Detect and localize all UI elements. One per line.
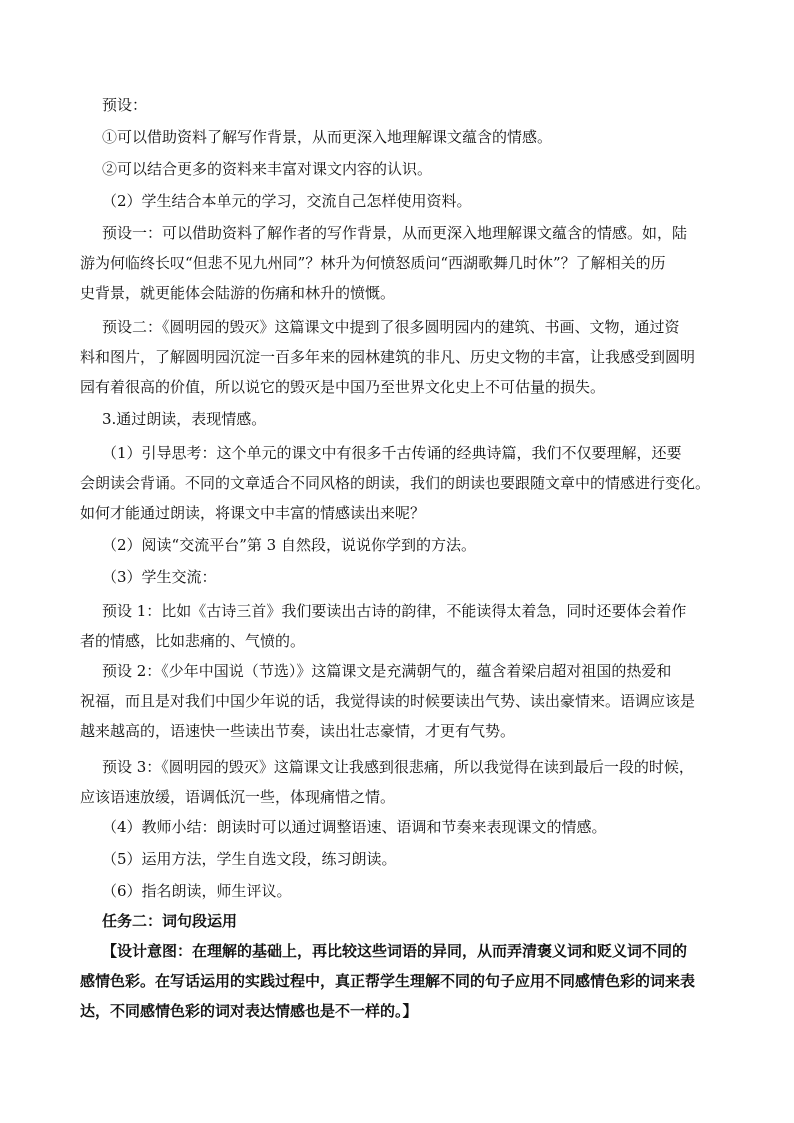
- design-intent-note: 【设计意图：在理解的基础上，再比较这些词语的异同，从而弄清褒义词和贬义词不同的 感情色彩。在写话运用的实践过程中，真正帮学生理解不同的句子应用不同感情色彩的词来表 达，不同感情色彩的词对表达情感也是不一样的。】: [80, 942, 696, 1020]
- paragraph-named-reading: （6）指名朗读，师生评议。: [102, 882, 292, 900]
- paragraph-preset-2: 预设 2：《少年中国说（节选）》这篇课文是充满朝气的，蕴含着梁启超对祖国的热爱和 祝福，而且是对我们中国少年说的话，我觉得读的时候要读出气势、读出豪情来。语调应该是 越来越高的，语速快一些读出节奏，读出壮志豪情，才更有气势。: [80, 662, 696, 740]
- paragraph-preset-1: 预设 1：比如《古诗三首》我们要读出古诗的韵律，不能读得太着急，同时还要体会着作 者的情感，比如悲痛的、气愤的。: [80, 602, 687, 650]
- paragraph-step-2: （2）学生结合本单元的学习，交流自己怎样使用资料。: [102, 192, 472, 210]
- paragraph-apply-method: （5）运用方法，学生自选文段，练习朗读。: [102, 850, 397, 868]
- paragraph-read-platform: （2）阅读“交流平台”第 3 自然段，说说你学到的方法。: [102, 536, 476, 554]
- paragraph-preset-one: 预设一：可以借助资料了解作者的写作背景，从而更深入地理解课文蕴含的情感。如，陆 游为何临终长叹“但悲不见九州同”？林升为何愤怒质问“西湖歌舞几时休”？了解相关的历 史背景，就更能体会陆游的伤痛和林升的愤慨。: [80, 224, 688, 302]
- paragraph-section-3: 3.通过朗读，表现情感。: [102, 410, 267, 428]
- paragraph-teacher-summary: （4）教师小结：朗读时可以通过调整语速、语调和节奏来表现课文的情感。: [102, 818, 607, 836]
- paragraph-preset-3: 预设 3：《圆明园的毁灭》这篇课文让我感到很悲痛，所以我觉得在读到最后一段的时候， 应该语速放缓，语调低沉一些，体现痛惜之情。: [80, 758, 694, 806]
- paragraph-student-exchange: （3）学生交流：: [102, 568, 217, 586]
- paragraph-preset-item-1: ①可以借助资料了解写作背景，从而更深入地理解课文蕴含的情感。: [102, 128, 553, 146]
- task-two-heading: 任务二：词句段运用: [102, 912, 238, 930]
- paragraph-preset-two: 预设二：《圆明园的毁灭》这篇课文中提到了很多圆明园内的建筑、书画、文物，通过资 料和图片，了解圆明园沉淀一百多年来的园林建筑的非凡、历史文物的丰富，让我感受到圆明 园有着很高的价值，所以说它的毁灭是中国乃至世界文化史上不可估量的损失。: [80, 318, 696, 396]
- paragraph-preset-item-2: ②可以结合更多的资料来丰富对课文内容的认识。: [102, 160, 433, 178]
- paragraph-guide-thinking: （1）引导思考：这个单元的课文中有很多千古传诵的经典诗篇，我们不仅要理解，还要 会朗读会背诵。不同的文章适合不同风格的朗读，我们的朗读也要跟随文章中的情感进行变化。 如何才能通过朗读，将课文中丰富的情感读出来呢？: [80, 444, 711, 522]
- paragraph-preset-label: 预设：: [102, 96, 148, 114]
